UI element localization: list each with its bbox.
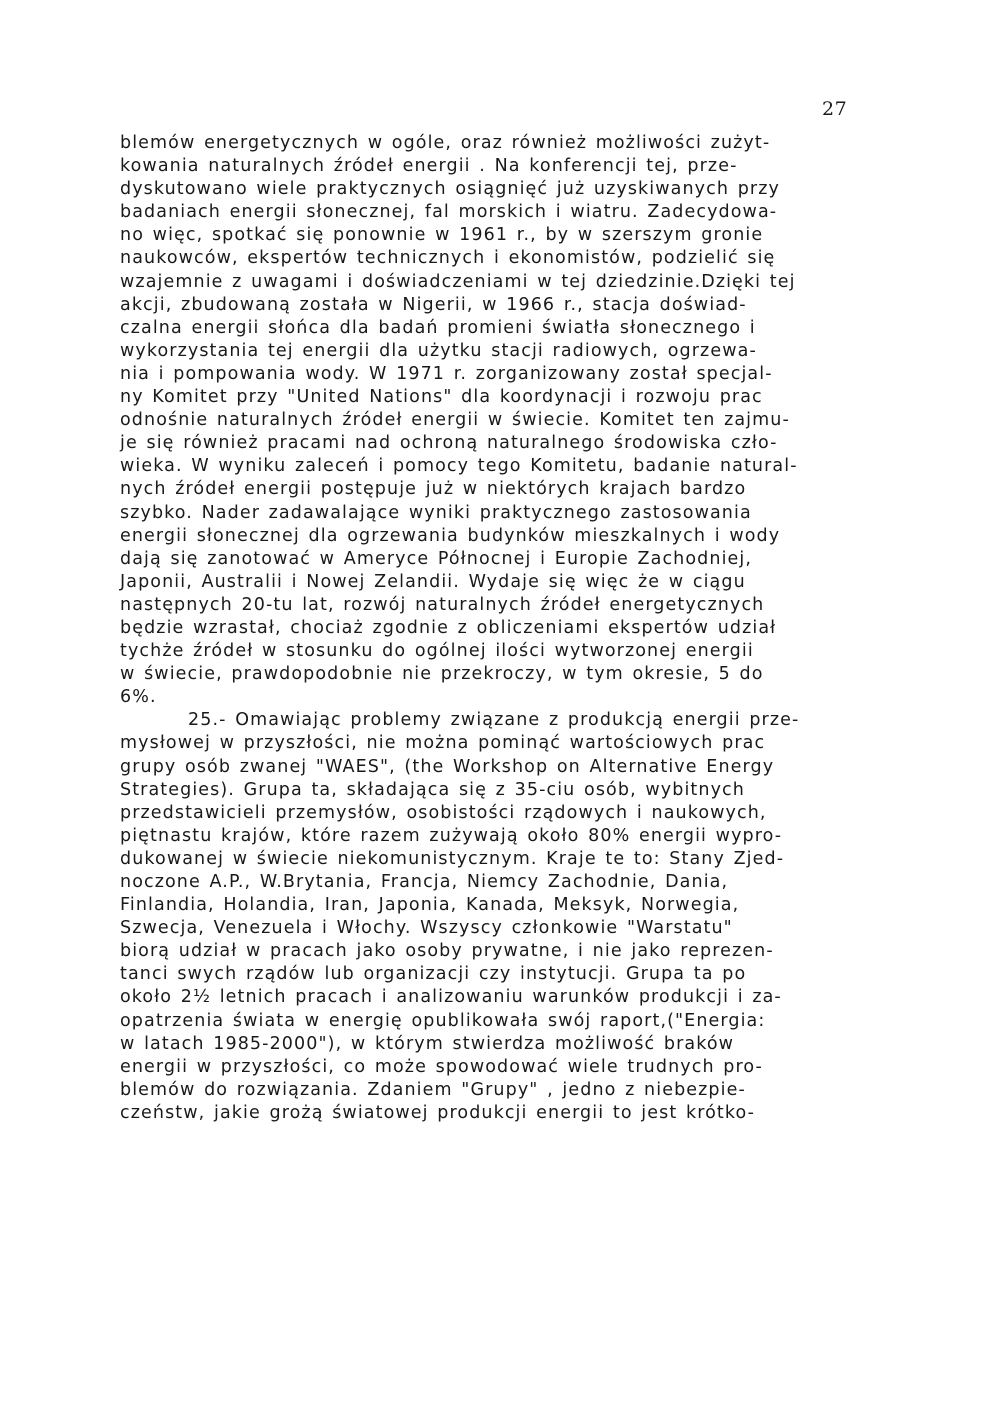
text-line: dają się zanotować w Ameryce Północnej i Europie Zachodniej, xyxy=(120,548,753,569)
text-line: wzajemnie z uwagami i doświadczeniami w tej dziedzinie.Dzięki tej xyxy=(120,271,796,292)
text-line: opatrzenia świata w energię opublikowała swój raport,("Energia: xyxy=(120,1010,766,1031)
text-line: naukowców, ekspertów technicznych i ekonomistów, podzielić się xyxy=(120,248,776,269)
text-line: dyskutowano wiele praktycznych osiągnięć już uzyskiwanych przy xyxy=(120,179,780,200)
text-line: wieka. W wyniku zaleceń i pomocy tego Komitetu, badanie natural- xyxy=(120,456,798,477)
text-line: następnych 20-tu lat, rozwój naturalnych źródeł energetycznych xyxy=(120,594,765,615)
text-line: nia i pompowania wody. W 1971 r. zorganizowany został specjal- xyxy=(120,363,773,384)
text-line: ny Komitet przy "United Nations" dla koordynacji i rozwoju prac xyxy=(120,387,763,408)
text-line: piętnastu krajów, które razem zużywają około 80% energii wypro- xyxy=(120,825,783,846)
text-line: tychże źródeł w stosunku do ogólnej ilości wytworzonej energii xyxy=(120,641,754,662)
paragraph-start-line: 25.- Omawiając problemy związane z produkcją energii prze- xyxy=(188,710,800,731)
text-line: Strategies). Grupa ta, składająca się z 35-ciu osób, wybitnych xyxy=(120,779,745,800)
text-line: akcji, zbudowaną została w Nigerii, w 1966 r., stacja doświad- xyxy=(120,294,747,315)
text-line: nych źródeł energii postępuje już w niektórych krajach bardzo xyxy=(120,479,747,500)
text-line: przedstawicieli przemysłów, osobistości rządowych i naukowych, xyxy=(120,802,767,823)
text-line: będzie wzrastał, chociaż zgodnie z obliczeniami ekspertów udział xyxy=(120,617,777,638)
text-line: noczone A.P., W.Brytania, Francja, Niemcy Zachodnie, Dania, xyxy=(120,872,729,892)
text-line: czalna energii słońca dla badań promieni światła słonecznego i xyxy=(120,317,756,338)
text-line: czeństw, jakie grożą światowej produkcji energii to jest krótko- xyxy=(120,1102,756,1123)
text-line: 6%. xyxy=(120,687,157,708)
text-line: około 2½ letnich pracach i analizowaniu warunków produkcji i za- xyxy=(120,987,782,1008)
text-line: Szwecja, Venezuela i Włochy. Wszyscy członkowie "Warstatu" xyxy=(120,918,733,939)
text-line: mysłowej w przyszłości, nie można pominąć wartościowych prac xyxy=(120,733,766,754)
page-number: 27 xyxy=(822,98,848,120)
text-line: badaniach energii słonecznej, fal morskich i wiatru. Zadecydowa- xyxy=(120,202,778,223)
body-text xyxy=(120,132,920,1125)
text-line: odnośnie naturalnych źródeł energii w świecie. Komitet ten zajmu- xyxy=(120,410,790,431)
text-line: energii słonecznej dla ogrzewania budynków mieszkalnych i wody xyxy=(120,525,781,546)
text-line: energii w przyszłości, co może spowodować wiele trudnych pro- xyxy=(120,1056,763,1077)
text-line: w latach 1985-2000"), w którym stwierdza możliwość braków xyxy=(120,1033,735,1054)
text-line: blemów do rozwiązania. Zdaniem "Grupy" , jedno z niebezpie- xyxy=(120,1079,746,1100)
text-line: no więc, spotkać się ponownie w 1961 r., by w szerszym gronie xyxy=(120,225,764,246)
text-line: wykorzystania tej energii dla użytku stacji radiowych, ogrzewa- xyxy=(120,340,757,361)
text-line: kowania naturalnych źródeł energii . Na konferencji tej, prze- xyxy=(120,156,738,177)
text-line: dukowanej w świecie niekomunistycznym. Kraje te to: Stany Zjed- xyxy=(120,848,785,869)
text-line: biorą udział w pracach jako osoby prywatne, i nie jako reprezen- xyxy=(120,941,774,962)
text-line: Japonii, Australii i Nowej Zelandii. Wydaje się więc że w ciągu xyxy=(120,571,746,592)
text-line: je się również pracami nad ochroną naturalnego środowiska czło- xyxy=(120,433,778,454)
text-line: tanci swych rządów lub organizacji czy instytucji. Grupa ta po xyxy=(120,964,747,985)
text-line: w świecie, prawdopodobnie nie przekroczy, w tym okresie, 5 do xyxy=(120,664,764,685)
text-line: szybko. Nader zadawalające wyniki praktycznego zastosowania xyxy=(120,502,752,523)
text-line: blemów energetycznych w ogóle, oraz również możliwości zużyt- xyxy=(120,133,771,153)
text-line: grupy osób zwanej "WAES", (the Workshop on Alternative Energy xyxy=(120,756,775,777)
text-line: Finlandia, Holandia, Iran, Japonia, Kanada, Meksyk, Norwegia, xyxy=(120,895,740,916)
